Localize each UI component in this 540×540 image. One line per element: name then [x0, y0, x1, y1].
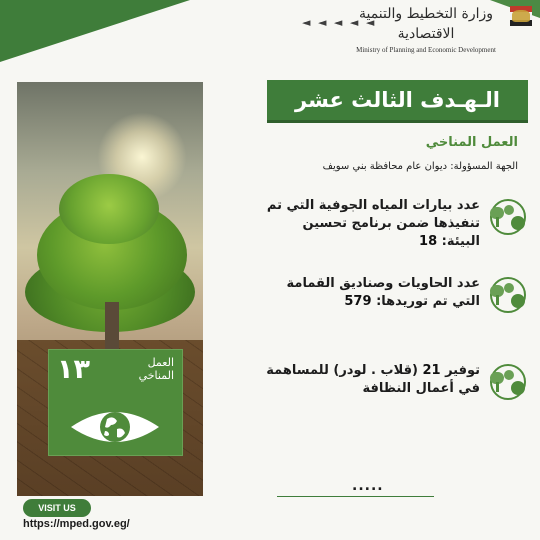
stat-item — [268, 197, 530, 257]
ministry-name-en: Ministry of Planning and Economic Development — [356, 46, 496, 54]
divider — [277, 496, 434, 497]
sdg-label: العمل المناخي — [138, 356, 174, 382]
sdg13-badge — [48, 349, 183, 456]
dots-decoration: ..... — [352, 478, 384, 494]
arrows-decoration: ◄ ◄ ◄ ◄ ◄ — [302, 16, 377, 29]
goal-subtitle: العمل المناخي — [425, 135, 518, 150]
egypt-eagle-icon — [510, 6, 532, 36]
goal-title: الـهـدف الثالث عشر — [267, 80, 528, 123]
website-link[interactable]: https://mped.gov.eg/ — [23, 518, 130, 530]
tree-globe-icon — [486, 362, 530, 406]
stat-value: 18 — [419, 234, 438, 249]
sdg-number: ١٣ — [57, 354, 90, 385]
tree-canopy — [59, 174, 159, 244]
corner-decoration-left — [0, 0, 190, 62]
visit-us-badge[interactable]: VISIT US — [23, 499, 91, 517]
eye-globe-icon — [67, 405, 163, 453]
stat-text: (قلاب . لودر) للمساهمة في أعمال النظافة — [266, 363, 480, 396]
responsible-entity: الجهة المسؤولة: ديوان عام محافظة بني سويف — [322, 161, 518, 172]
stat-item — [268, 275, 530, 335]
ministry-logo — [346, 4, 506, 55]
ministry-name-ar: وزارة التخطيط والتنمية الاقتصادية — [358, 6, 493, 42]
stat-text: عدد بيارات المياه الجوفية التي تم تنفيذها ضمن برنامج تحسين البيئة: — [266, 198, 480, 249]
stat-value: 579 — [344, 294, 372, 309]
stat-item — [268, 362, 530, 422]
stat-text: عدد الحاويات وصناديق القمامة التي تم توريدها: — [286, 276, 480, 309]
stat-prefix: توفير — [445, 363, 480, 378]
stat-value: 21 — [422, 363, 441, 378]
tree-globe-icon — [486, 197, 530, 241]
tree-globe-icon — [486, 275, 530, 319]
